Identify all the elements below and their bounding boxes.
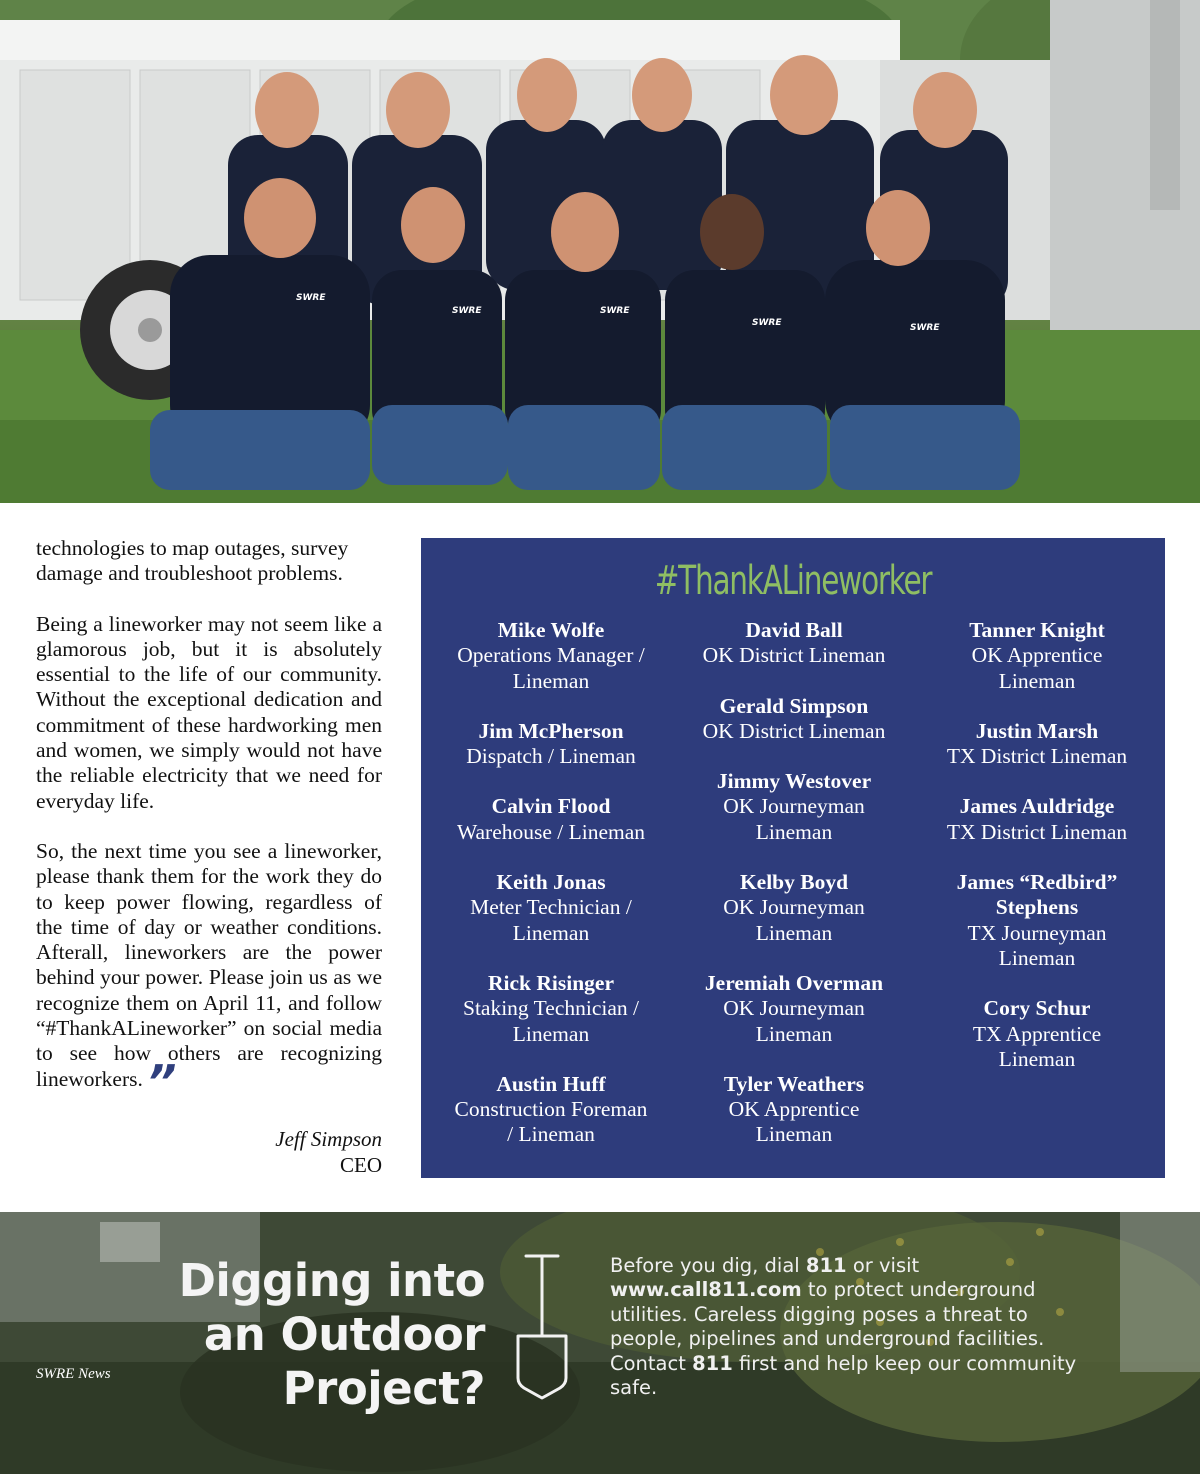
call811-ad-banner [0,1212,1200,1474]
ad-phone-number: 811 [692,1351,733,1375]
lineworker-entry [914,996,1160,1072]
lineworker-role: OK Apprentice [728,1097,860,1122]
lineworker-role: OK District Lineman [702,718,886,743]
lineworker-role: Warehouse / Lineman [456,819,646,844]
ad-headline-line: Digging into [178,1254,485,1307]
article-paragraph: Being a lineworker may not seem like a glamorous job, but it is absolutely essential to the life of our community. Without the exceptional dedication and commitment of these hardworking men and women, we simply would not have the reliable electricity that we need for everyday life. [36,611,382,813]
lineworker-role: Construction Foreman [454,1097,648,1122]
lineworker-column-3 [914,618,1160,1097]
lineworker-role: Lineman [512,668,590,693]
lineworker-name: Gerald Simpson [719,693,869,718]
lineworker-role: TX District Lineman [946,744,1128,769]
lineworker-role: Lineman [512,1021,590,1046]
lineworker-entry [671,769,917,845]
lineworker-name: Tyler Weathers [723,1071,865,1096]
lineworker-entry [914,870,1160,971]
lineworker-name: Jim McPherson [478,718,624,743]
ad-body-part: to protect underground utilities. Careless digging poses a threat to people, pipelines and underground facilities. Contact [610,1278,1045,1375]
lineworker-role: Lineman [755,1021,833,1046]
ad-body-part: or visit [846,1254,920,1277]
lineworker-role: OK Journeyman [723,996,865,1021]
lineworker-role: TX District Lineman [946,819,1128,844]
lineworker-entry [914,794,1160,845]
lineworker-role: Lineman [998,945,1076,970]
ad-url-link[interactable]: www.call811.com [610,1278,802,1302]
lineworker-role: OK Journeyman [723,794,865,819]
lineworker-column-1 [428,618,674,1173]
lineworker-name: Austin Huff [496,1071,606,1096]
lineworker-entry [428,719,674,770]
lineworker-name: Keith Jonas [496,870,606,895]
lineworker-name: Cory Schur [983,996,1091,1021]
ad-body-part: Before you dig, dial [610,1254,806,1277]
svg-text:SWRE: SWRE [752,318,782,328]
lineworker-entry [428,794,674,845]
article-paragraph-text: So, the next time you see a lineworker, please thank them for the work they do to keep power flowing, regardless of the time of day or weather conditions. Afterall, lineworkers are the power behind your power. Please join us as we recognize them on April 11, and follow “#ThankALineworker” on social media to see how others are recognizing lineworkers. [36,838,382,1091]
box-title: #ThankALineworker [654,558,932,604]
lineworker-role: TX Apprentice [972,1021,1102,1046]
lineworker-entry [428,618,674,694]
lineworker-entry [914,618,1160,694]
lineworker-name: James “Redbird” Stephens [956,870,1118,920]
lineworker-entry [428,971,674,1047]
lineworker-name: Jeremiah Overman [704,970,884,995]
lineworker-role: / Lineman [507,1122,595,1147]
ad-phone-number: 811 [805,1254,847,1277]
article-column [36,536,382,1117]
svg-text:SWRE: SWRE [910,323,940,333]
lineworker-name: Kelby Boyd [739,870,849,895]
ad-headline-line: an Outdoor [203,1308,485,1361]
ad-headline [120,1254,485,1416]
lineworker-name: James Auldridge [959,794,1115,819]
closing-quote-icon: ” [146,1054,177,1109]
svg-text:SWRE: SWRE [600,306,630,316]
group-photo-illustration [0,0,1200,503]
lineworker-role: Dispatch / Lineman [466,744,636,769]
ad-body-part: first and help keep our community safe. [610,1351,1077,1400]
lineworker-entry [428,870,674,946]
article-paragraph [36,838,382,1109]
lineworker-role: OK Apprentice [971,643,1103,668]
lineworker-role: OK District Lineman [702,643,886,668]
lineworker-role: Meter Technician / [470,895,632,920]
lineworker-role: TX Journeyman [967,920,1107,945]
lineworker-entry [671,971,917,1047]
signature-name: Jeff Simpson [275,1127,382,1151]
lineworker-role: Lineman [755,1122,833,1147]
lineworker-role: Lineman [755,920,833,945]
lineworker-entry [671,694,917,745]
lineworker-name: Calvin Flood [491,794,611,819]
svg-text:SWRE: SWRE [452,306,482,316]
signature [36,1126,382,1178]
lineworker-role: Lineman [998,668,1076,693]
shovel-icon [512,1252,572,1402]
lineworker-entry [671,1072,917,1148]
lineworker-column-2 [671,618,917,1173]
lineworker-role: Staking Technician / [462,996,640,1021]
lineworker-entry [914,719,1160,770]
lineworker-name: Tanner Knight [969,618,1105,642]
footer-publication-label: SWRE News [36,1366,111,1382]
lineworker-entry [671,870,917,946]
lineworker-role: Operations Manager / [457,643,645,668]
shirt-logo-text: SWRE [296,293,326,303]
ad-headline-line: Project? [282,1362,485,1415]
signature-title: CEO [340,1153,382,1177]
group-photo [0,0,1200,503]
lineworker-role: Lineman [755,819,833,844]
lineworker-role: Lineman [512,920,590,945]
lineworker-list-box [421,538,1165,1178]
lineworker-name: Rick Risinger [487,970,614,995]
lineworker-entry [671,618,917,669]
lineworker-role: Lineman [998,1046,1076,1071]
lineworker-name: Justin Marsh [975,718,1099,743]
lineworker-name: Jimmy Westover [716,769,872,794]
article-paragraph: technologies to map outages, survey damage and troubleshoot problems. [36,536,349,586]
lineworker-name: David Ball [745,618,843,642]
lineworker-entry [428,1072,674,1148]
lineworker-role: OK Journeyman [723,895,865,920]
lineworker-name: Mike Wolfe [497,618,605,642]
ad-body-text [610,1254,1080,1400]
